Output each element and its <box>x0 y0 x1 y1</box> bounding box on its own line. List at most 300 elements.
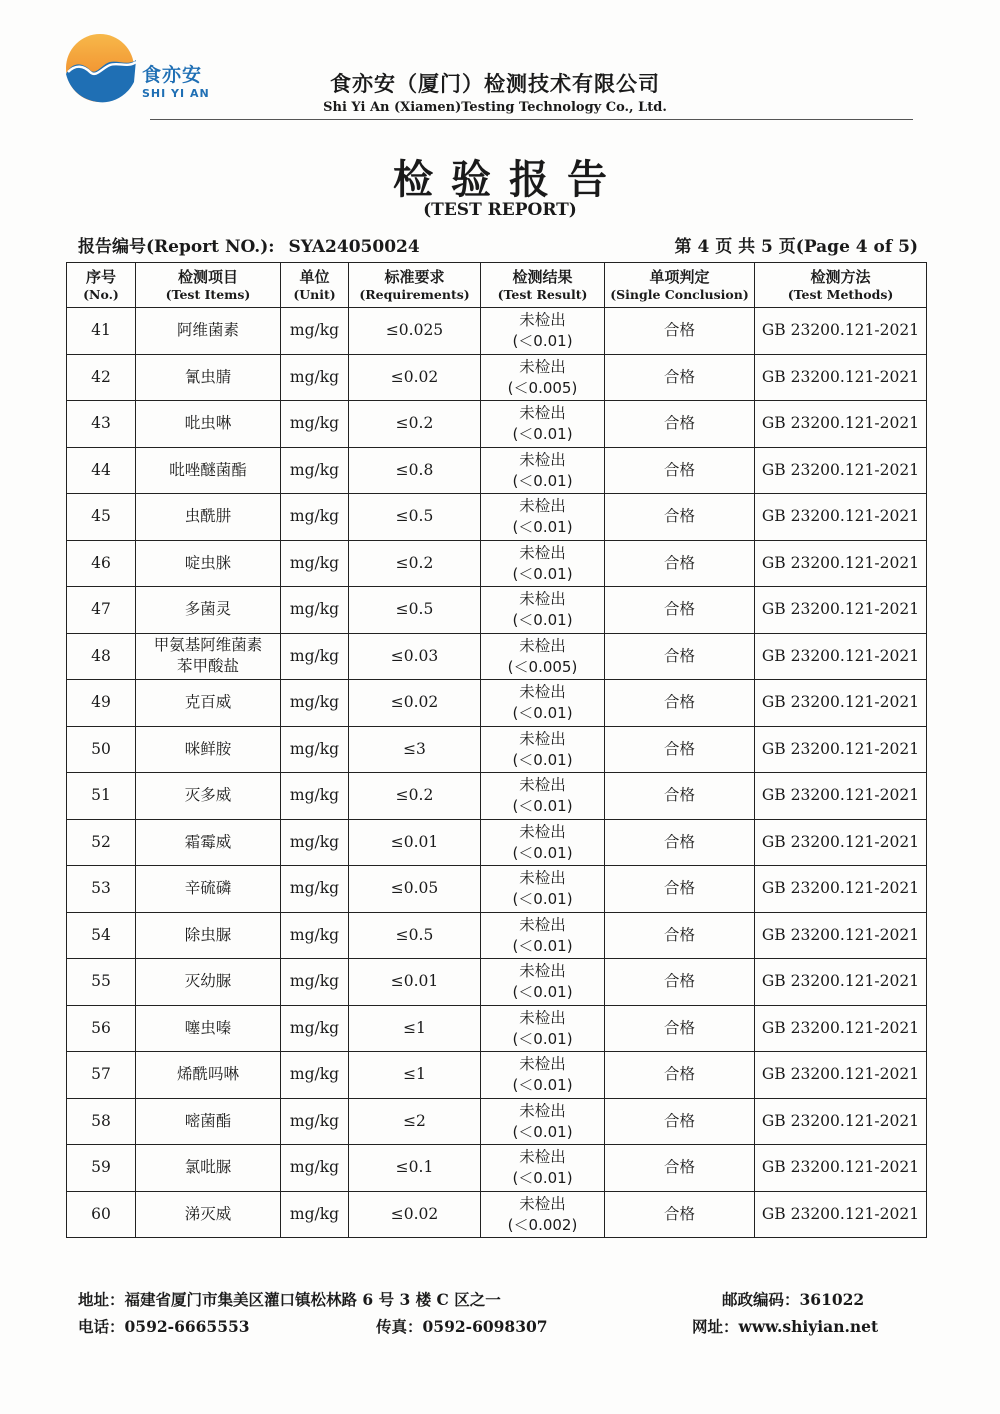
cell-test-result-lod: (＜0.01) <box>512 843 573 862</box>
cell-no <box>67 587 136 634</box>
cell-no-no: 52 <box>91 832 111 851</box>
cell-requirement <box>349 680 481 727</box>
cell-test-item-item2: 苯甲酸盐 <box>176 657 239 676</box>
cell-conclusion <box>605 1052 755 1099</box>
cell-test-result <box>481 819 605 866</box>
cell-no <box>67 1052 136 1099</box>
table-row <box>67 1098 927 1145</box>
cell-requirement <box>349 959 481 1006</box>
cell-conclusion <box>605 401 755 448</box>
cell-test-item-item: 嘧菌酯 <box>184 1111 232 1130</box>
cell-requirement-req: ≤2 <box>403 1111 426 1130</box>
cell-test-result-lod: (＜0.01) <box>512 611 573 630</box>
cell-conclusion <box>605 587 755 634</box>
cell-test-method-method: GB 23200.121-2021 <box>761 879 920 898</box>
cell-unit <box>281 726 349 773</box>
cell-test-result-lod: (＜0.002) <box>507 1215 578 1234</box>
cell-test-result-result: 未检出 <box>519 1194 566 1213</box>
cell-test-result <box>481 1191 605 1238</box>
cell-unit-unit: mg/kg <box>289 414 340 433</box>
cell-test-item <box>136 401 281 448</box>
cell-unit <box>281 633 349 680</box>
table-row <box>67 1145 927 1192</box>
table-row <box>67 680 927 727</box>
cell-no-no: 46 <box>91 553 111 572</box>
cell-test-method <box>755 1052 927 1099</box>
cell-requirement <box>349 494 481 541</box>
cell-requirement <box>349 354 481 401</box>
table-row <box>67 633 927 680</box>
cell-conclusion <box>605 540 755 587</box>
cell-unit <box>281 912 349 959</box>
cell-test-item-item: 虫酰肼 <box>184 507 232 526</box>
cell-requirement <box>349 308 481 355</box>
cell-conclusion-concl: 合格 <box>663 600 695 619</box>
cell-conclusion-concl: 合格 <box>663 414 695 433</box>
cell-test-method <box>755 1098 927 1145</box>
cell-no-no: 51 <box>91 786 111 805</box>
cell-requirement <box>349 912 481 959</box>
cell-test-result-lod: (＜0.01) <box>512 564 573 583</box>
cell-conclusion-concl: 合格 <box>663 972 695 991</box>
cell-test-method <box>755 633 927 680</box>
cell-test-result-result: 未检出 <box>519 404 566 423</box>
cell-unit <box>281 680 349 727</box>
cell-test-item <box>136 354 281 401</box>
cell-unit <box>281 773 349 820</box>
cell-test-result-result: 未检出 <box>519 497 566 516</box>
cell-test-method-method: GB 23200.121-2021 <box>761 321 920 340</box>
cell-test-method <box>755 959 927 1006</box>
cell-test-method-method: GB 23200.121-2021 <box>761 832 920 851</box>
cell-test-method <box>755 401 927 448</box>
footer-postcode: 邮政编码：361022 <box>722 1290 865 1309</box>
cell-test-result-result: 未检出 <box>519 636 566 655</box>
cell-test-result <box>481 1005 605 1052</box>
cell-conclusion <box>605 1098 755 1145</box>
header-test-items: 检测项目 (Test Items) <box>136 263 281 308</box>
cell-unit-unit: mg/kg <box>289 832 340 851</box>
results-table <box>66 262 927 1238</box>
cell-test-result-result: 未检出 <box>519 1008 566 1027</box>
table-header-row <box>67 263 927 308</box>
cell-test-result-lod: (＜0.01) <box>512 750 573 769</box>
cell-unit-unit: mg/kg <box>289 693 340 712</box>
cell-test-result-lod: (＜0.01) <box>512 890 573 909</box>
cell-conclusion-concl: 合格 <box>663 646 695 665</box>
cell-test-method-method: GB 23200.121-2021 <box>761 972 920 991</box>
cell-test-result-result: 未检出 <box>519 1055 566 1074</box>
cell-requirement-req: ≤0.01 <box>390 832 439 851</box>
cell-test-result-result: 未检出 <box>519 683 566 702</box>
cell-conclusion <box>605 308 755 355</box>
cell-test-method-method: GB 23200.121-2021 <box>761 1018 920 1037</box>
table-row <box>67 401 927 448</box>
cell-test-result <box>481 308 605 355</box>
cell-conclusion-concl: 合格 <box>663 1158 695 1177</box>
cell-test-method-method: GB 23200.121-2021 <box>761 1065 920 1084</box>
cell-unit-unit: mg/kg <box>289 1065 340 1084</box>
logo-text-cn: 食亦安 <box>142 64 203 86</box>
cell-test-item-item: 噻虫嗪 <box>184 1018 232 1037</box>
cell-test-result-lod: (＜0.01) <box>512 425 573 444</box>
cell-unit <box>281 1145 349 1192</box>
page-indicator: 第 4 页 共 5 页(Page 4 of 5) <box>674 237 918 257</box>
cell-test-method <box>755 494 927 541</box>
table-row <box>67 912 927 959</box>
table-row <box>67 1005 927 1052</box>
cell-test-item <box>136 773 281 820</box>
cell-no <box>67 1145 136 1192</box>
cell-test-method-method: GB 23200.121-2021 <box>761 460 920 479</box>
cell-conclusion <box>605 866 755 913</box>
cell-no <box>67 819 136 866</box>
cell-test-result-lod: (＜0.01) <box>512 518 573 537</box>
cell-test-method-method: GB 23200.121-2021 <box>761 507 920 526</box>
cell-test-method-method: GB 23200.121-2021 <box>761 739 920 758</box>
cell-conclusion-concl: 合格 <box>663 832 695 851</box>
cell-test-item-item: 吡唑醚菌酯 <box>169 460 247 479</box>
table-row <box>67 354 927 401</box>
cell-test-method-method: GB 23200.121-2021 <box>761 367 920 386</box>
cell-no <box>67 1191 136 1238</box>
cell-conclusion <box>605 1005 755 1052</box>
cell-no <box>67 633 136 680</box>
cell-requirement <box>349 633 481 680</box>
cell-test-result <box>481 1098 605 1145</box>
cell-test-method <box>755 912 927 959</box>
cell-requirement-req: ≤0.02 <box>390 367 439 386</box>
cell-no-no: 58 <box>91 1111 111 1130</box>
cell-requirement-req: ≤0.5 <box>395 507 434 526</box>
cell-test-item-item: 霜霉威 <box>184 832 232 851</box>
cell-test-result-lod: (＜0.01) <box>512 471 573 490</box>
cell-requirement-req: ≤0.2 <box>395 786 434 805</box>
cell-test-result-lod: (＜0.01) <box>512 1029 573 1048</box>
cell-conclusion <box>605 726 755 773</box>
cell-unit <box>281 959 349 1006</box>
header-unit: 单位 (Unit) <box>281 263 349 308</box>
cell-no-no: 60 <box>91 1204 111 1223</box>
cell-test-result <box>481 726 605 773</box>
cell-test-result-lod: (＜0.01) <box>512 1122 573 1141</box>
report-number-label: 报告编号(Report NO.): <box>78 237 275 257</box>
cell-no <box>67 447 136 494</box>
cell-unit <box>281 1098 349 1145</box>
table-row <box>67 959 927 1006</box>
cell-requirement-req: ≤0.5 <box>395 925 434 944</box>
cell-test-result-result: 未检出 <box>519 1101 566 1120</box>
cell-test-method-method: GB 23200.121-2021 <box>761 925 920 944</box>
cell-requirement <box>349 401 481 448</box>
cell-test-item <box>136 1052 281 1099</box>
header-test-methods: 检测方法 (Test Methods) <box>755 263 927 308</box>
logo-wordmark <box>142 66 210 99</box>
company-name-en: Shi Yi An (Xiamen)Testing Technology Co., Ltd. <box>323 100 667 115</box>
cell-test-item-item: 烯酰吗啉 <box>176 1065 239 1084</box>
cell-test-result-result: 未检出 <box>519 915 566 934</box>
cell-unit <box>281 1052 349 1099</box>
cell-no <box>67 912 136 959</box>
cell-test-item <box>136 1005 281 1052</box>
cell-conclusion-concl: 合格 <box>663 786 695 805</box>
report-title: 检验报告 <box>393 157 625 203</box>
cell-test-method-method: GB 23200.121-2021 <box>761 1111 920 1130</box>
cell-requirement <box>349 587 481 634</box>
cell-requirement <box>349 1098 481 1145</box>
table-row <box>67 773 927 820</box>
cell-conclusion-concl: 合格 <box>663 1065 695 1084</box>
cell-requirement-req: ≤3 <box>403 739 426 758</box>
cell-test-result <box>481 354 605 401</box>
cell-test-method-method: GB 23200.121-2021 <box>761 414 920 433</box>
cell-test-item-item: 咪鲜胺 <box>184 739 232 758</box>
cell-unit <box>281 354 349 401</box>
cell-test-method <box>755 1191 927 1238</box>
cell-test-item <box>136 447 281 494</box>
cell-test-item-item: 涕灭威 <box>184 1204 232 1223</box>
company-logo-icon <box>62 32 142 104</box>
cell-test-item <box>136 1191 281 1238</box>
cell-unit <box>281 447 349 494</box>
cell-no <box>67 308 136 355</box>
cell-test-item <box>136 540 281 587</box>
cell-conclusion-concl: 合格 <box>663 321 695 340</box>
cell-unit-unit: mg/kg <box>289 879 340 898</box>
cell-conclusion <box>605 354 755 401</box>
footer-fax: 传真：0592-6098307 <box>376 1317 548 1336</box>
cell-no-no: 48 <box>91 646 111 665</box>
header-divider <box>150 119 913 120</box>
cell-requirement-req: ≤0.02 <box>390 1204 439 1223</box>
cell-no <box>67 401 136 448</box>
header-no: 序号 (No.) <box>67 263 136 308</box>
cell-requirement-req: ≤0.05 <box>390 879 439 898</box>
cell-unit-unit: mg/kg <box>289 553 340 572</box>
cell-test-result-result: 未检出 <box>519 869 566 888</box>
table-row <box>67 540 927 587</box>
logo-text-en: SHI YI AN <box>142 87 210 100</box>
cell-test-result <box>481 633 605 680</box>
cell-test-item <box>136 959 281 1006</box>
cell-conclusion <box>605 494 755 541</box>
cell-conclusion <box>605 959 755 1006</box>
table-row <box>67 819 927 866</box>
cell-test-method-method: GB 23200.121-2021 <box>761 1204 920 1223</box>
cell-requirement <box>349 1145 481 1192</box>
cell-conclusion-concl: 合格 <box>663 739 695 758</box>
cell-unit <box>281 494 349 541</box>
cell-test-item <box>136 1098 281 1145</box>
cell-test-item <box>136 494 281 541</box>
cell-test-result <box>481 447 605 494</box>
cell-conclusion <box>605 447 755 494</box>
cell-conclusion-concl: 合格 <box>663 693 695 712</box>
cell-unit <box>281 819 349 866</box>
cell-test-result-result: 未检出 <box>519 729 566 748</box>
cell-no-no: 57 <box>91 1065 111 1084</box>
report-number-line <box>78 232 420 257</box>
table-row <box>67 1191 927 1238</box>
cell-unit <box>281 866 349 913</box>
cell-test-item-item: 甲氨基阿维菌素 <box>153 636 263 655</box>
cell-unit-unit: mg/kg <box>289 321 340 340</box>
report-subtitle: (TEST REPORT) <box>423 200 577 220</box>
cell-no-no: 43 <box>91 414 111 433</box>
cell-requirement <box>349 540 481 587</box>
cell-unit-unit: mg/kg <box>289 1158 340 1177</box>
cell-conclusion <box>605 912 755 959</box>
cell-test-result-result: 未检出 <box>519 1148 566 1167</box>
cell-test-item <box>136 912 281 959</box>
cell-test-result-result: 未检出 <box>519 450 566 469</box>
cell-test-result-lod: (＜0.005) <box>507 657 578 676</box>
cell-requirement <box>349 447 481 494</box>
cell-test-result-result: 未检出 <box>519 962 566 981</box>
table-row <box>67 308 927 355</box>
cell-requirement-req: ≤0.2 <box>395 553 434 572</box>
cell-test-method <box>755 447 927 494</box>
cell-test-method-method: GB 23200.121-2021 <box>761 553 920 572</box>
cell-test-method <box>755 587 927 634</box>
cell-test-method-method: GB 23200.121-2021 <box>761 693 920 712</box>
cell-test-result-lod: (＜0.01) <box>512 1076 573 1095</box>
cell-requirement-req: ≤1 <box>403 1018 426 1037</box>
cell-conclusion-concl: 合格 <box>663 1111 695 1130</box>
cell-test-item <box>136 1145 281 1192</box>
cell-unit-unit: mg/kg <box>289 1111 340 1130</box>
cell-test-result <box>481 540 605 587</box>
cell-test-result-lod: (＜0.01) <box>512 936 573 955</box>
cell-test-result-lod: (＜0.01) <box>512 704 573 723</box>
cell-no-no: 47 <box>91 600 111 619</box>
cell-unit-unit: mg/kg <box>289 1018 340 1037</box>
cell-no <box>67 540 136 587</box>
cell-conclusion <box>605 1145 755 1192</box>
cell-no-no: 50 <box>91 739 111 758</box>
cell-test-method <box>755 1145 927 1192</box>
cell-requirement-req: ≤1 <box>403 1065 426 1084</box>
cell-test-item <box>136 819 281 866</box>
cell-unit-unit: mg/kg <box>289 367 340 386</box>
cell-conclusion-concl: 合格 <box>663 507 695 526</box>
cell-test-method-method: GB 23200.121-2021 <box>761 646 920 665</box>
cell-requirement-req: ≤0.1 <box>395 1158 434 1177</box>
cell-requirement <box>349 1191 481 1238</box>
cell-test-method <box>755 1005 927 1052</box>
cell-requirement-req: ≤0.025 <box>385 321 444 340</box>
cell-conclusion-concl: 合格 <box>663 553 695 572</box>
cell-test-method <box>755 540 927 587</box>
cell-no <box>67 354 136 401</box>
cell-requirement <box>349 1052 481 1099</box>
cell-test-result-lod: (＜0.005) <box>507 378 578 397</box>
cell-test-result <box>481 1052 605 1099</box>
cell-no <box>67 494 136 541</box>
cell-conclusion-concl: 合格 <box>663 1018 695 1037</box>
cell-no <box>67 866 136 913</box>
cell-unit-unit: mg/kg <box>289 1204 340 1223</box>
cell-unit-unit: mg/kg <box>289 600 340 619</box>
cell-requirement-req: ≤0.03 <box>390 646 439 665</box>
cell-test-item-item: 除虫脲 <box>184 925 232 944</box>
cell-conclusion <box>605 1191 755 1238</box>
cell-test-result-lod: (＜0.01) <box>512 797 573 816</box>
cell-test-item-item: 克百威 <box>184 693 232 712</box>
cell-unit-unit: mg/kg <box>289 972 340 991</box>
cell-no-no: 54 <box>91 925 111 944</box>
cell-test-result <box>481 401 605 448</box>
cell-test-item-item: 多菌灵 <box>184 600 232 619</box>
cell-conclusion <box>605 633 755 680</box>
table-row <box>67 447 927 494</box>
cell-test-result <box>481 680 605 727</box>
cell-test-result <box>481 773 605 820</box>
table-row <box>67 866 927 913</box>
cell-unit <box>281 540 349 587</box>
cell-test-item-item: 灭多威 <box>184 786 232 805</box>
header-requirements: 标准要求 (Requirements) <box>349 263 481 308</box>
cell-no <box>67 726 136 773</box>
cell-test-method <box>755 354 927 401</box>
cell-no <box>67 1098 136 1145</box>
table-body <box>67 308 927 1238</box>
table-row <box>67 726 927 773</box>
cell-no-no: 41 <box>91 321 111 340</box>
cell-conclusion-concl: 合格 <box>663 367 695 386</box>
cell-no-no: 53 <box>91 879 111 898</box>
cell-test-item-item: 氰虫腈 <box>184 367 232 386</box>
cell-test-item <box>136 308 281 355</box>
cell-conclusion-concl: 合格 <box>663 879 695 898</box>
cell-requirement-req: ≤0.5 <box>395 600 434 619</box>
cell-no <box>67 680 136 727</box>
cell-unit-unit: mg/kg <box>289 925 340 944</box>
cell-test-result <box>481 587 605 634</box>
cell-test-item <box>136 866 281 913</box>
cell-requirement <box>349 819 481 866</box>
cell-test-method-method: GB 23200.121-2021 <box>761 1158 920 1177</box>
cell-requirement-req: ≤0.02 <box>390 693 439 712</box>
cell-test-result-result: 未检出 <box>519 822 566 841</box>
cell-test-item-item: 吡虫啉 <box>184 414 232 433</box>
table-row <box>67 587 927 634</box>
cell-conclusion <box>605 773 755 820</box>
cell-requirement-req: ≤0.2 <box>395 414 434 433</box>
report-number-value: SYA24050024 <box>288 237 420 257</box>
cell-requirement <box>349 726 481 773</box>
cell-test-method <box>755 819 927 866</box>
cell-no-no: 45 <box>91 507 111 526</box>
cell-no <box>67 773 136 820</box>
cell-requirement <box>349 1005 481 1052</box>
cell-test-result-result: 未检出 <box>519 776 566 795</box>
cell-unit <box>281 1005 349 1052</box>
cell-test-item <box>136 726 281 773</box>
cell-test-result-lod: (＜0.01) <box>512 332 573 351</box>
company-name-cn: 食亦安（厦门）检测技术有限公司 <box>330 72 660 96</box>
cell-test-result <box>481 912 605 959</box>
cell-test-method-method: GB 23200.121-2021 <box>761 600 920 619</box>
cell-requirement-req: ≤0.01 <box>390 972 439 991</box>
cell-test-item <box>136 680 281 727</box>
cell-test-result <box>481 959 605 1006</box>
cell-conclusion <box>605 680 755 727</box>
cell-unit-unit: mg/kg <box>289 460 340 479</box>
cell-unit <box>281 587 349 634</box>
cell-test-item-item: 啶虫脒 <box>184 553 232 572</box>
cell-no-no: 55 <box>91 972 111 991</box>
